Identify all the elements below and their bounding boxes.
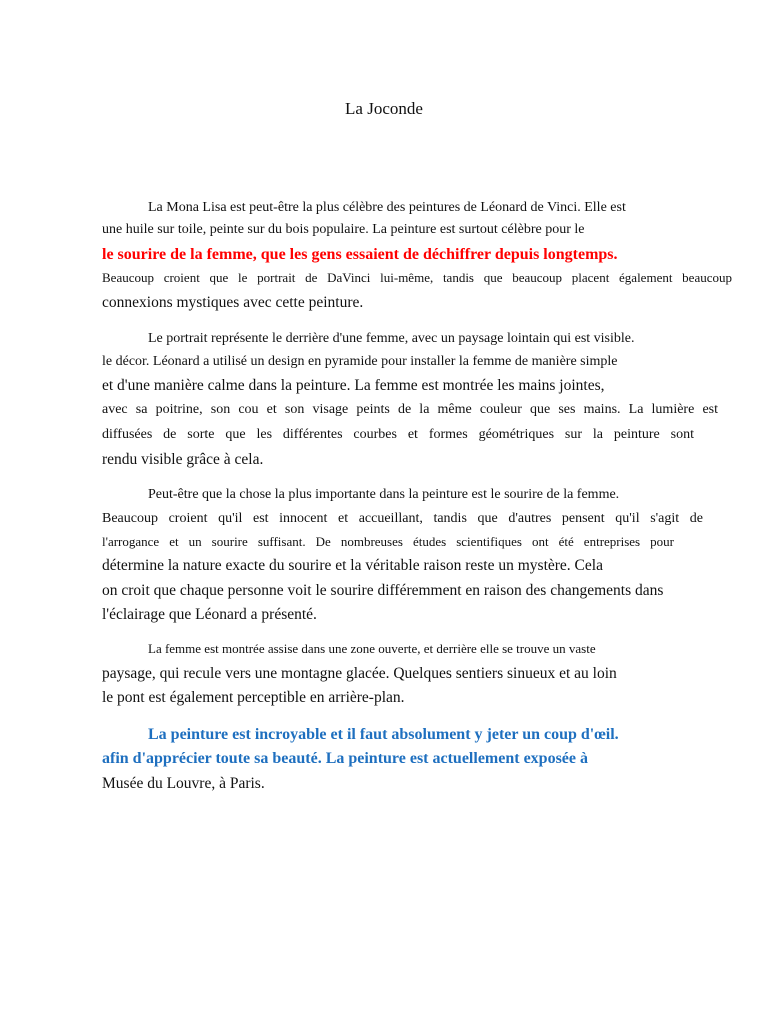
paragraph-line: Musée du Louvre, à Paris. bbox=[102, 775, 265, 792]
highlight-blue-line: La peinture est incroyable et il faut absolument y jeter un coup d'œil. bbox=[148, 726, 619, 743]
paragraph-line: et d'une manière calme dans la peinture. La femme est montrée les mains jointes, bbox=[102, 377, 605, 394]
paragraph-line: le pont est également perceptible en arrière-plan. bbox=[102, 689, 405, 706]
paragraph-line: Beaucoup croient que le portrait de DaVinci lui-même, tandis que beaucoup placent également beaucoup bbox=[102, 270, 732, 285]
paragraph-line: Beaucoup croient qu'il est innocent et accueillant, tandis que d'autres pensent qu'il s'agit de bbox=[102, 511, 703, 526]
paragraph-line: diffusées de sorte que les différentes courbes et formes géométriques sur la peinture sont bbox=[102, 427, 694, 442]
paragraph-line: Le portrait représente le derrière d'une femme, avec un paysage lointain qui est visible. bbox=[148, 331, 635, 346]
highlight-red-line: le sourire de la femme, que les gens essaient de déchiffrer depuis longtemps. bbox=[102, 246, 618, 263]
paragraph-line: connexions mystiques avec cette peinture. bbox=[102, 294, 364, 311]
paragraph-line: La femme est montrée assise dans une zone ouverte, et derrière elle se trouve un vaste bbox=[148, 641, 596, 656]
highlight-blue-line: afin d'apprécier toute sa beauté. La peinture est actuellement exposée à bbox=[102, 750, 589, 767]
paragraph-line: on croit que chaque personne voit le sourire différemment en raison des changements dans bbox=[102, 582, 664, 599]
paragraph-line: détermine la nature exacte du sourire et la véritable raison reste un mystère. Cela bbox=[102, 557, 603, 574]
paragraph-line: le décor. Léonard a utilisé un design en pyramide pour installer la femme de manière simple bbox=[102, 354, 618, 369]
paragraph-line: avec sa poitrine, son cou et son visage peints de la même couleur que ses mains. La lumière est bbox=[102, 402, 718, 417]
paragraph-line: rendu visible grâce à cela. bbox=[102, 451, 264, 468]
document-title: La Joconde bbox=[345, 99, 423, 118]
paragraph-line: La Mona Lisa est peut-être la plus célèbre des peintures de Léonard de Vinci. Elle est bbox=[148, 200, 626, 215]
paragraph-line: l'arrogance et un sourire suffisant. De nombreuses études scientifiques ont été entreprises pour bbox=[102, 534, 674, 549]
paragraph-line: une huile sur toile, peinte sur du bois populaire. La peinture est surtout célèbre pour le bbox=[102, 222, 585, 237]
paragraph-line: paysage, qui recule vers une montagne glacée. Quelques sentiers sinueux et au loin bbox=[102, 665, 617, 682]
paragraph-line: l'éclairage que Léonard a présenté. bbox=[102, 606, 317, 623]
paragraph-line: Peut-être que la chose la plus importante dans la peinture est le sourire de la femme. bbox=[148, 487, 620, 502]
